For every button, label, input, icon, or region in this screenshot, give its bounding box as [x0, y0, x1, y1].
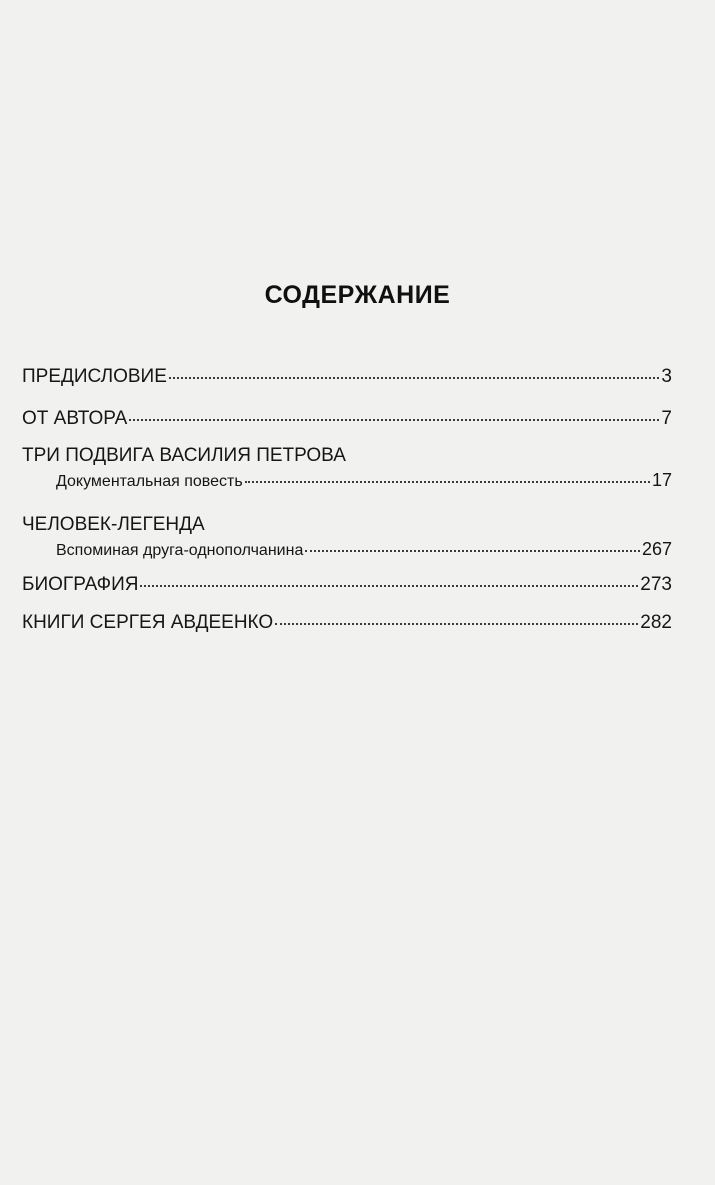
toc-page-number: 17 — [651, 470, 672, 490]
toc-section-label: ЧЕЛОВЕК-ЛЕГЕНДА — [22, 514, 205, 535]
leader-dots — [140, 581, 638, 587]
leader-dots — [275, 619, 638, 625]
toc-entry-biography — [22, 574, 672, 596]
leader-dots — [305, 546, 640, 552]
toc-section-label: ТРИ ПОДВИГА ВАСИЛИЯ ПЕТРОВА — [22, 445, 346, 466]
toc-page-number: 267 — [641, 539, 672, 559]
toc-page-number: 282 — [640, 612, 672, 633]
toc-entry-label: ПРЕДИСЛОВИЕ — [22, 366, 167, 387]
toc-entry-three-feats — [22, 470, 672, 491]
toc-page-number: 3 — [661, 366, 672, 387]
toc-entry-preface — [22, 366, 672, 388]
toc-page-number: 7 — [661, 408, 672, 429]
toc-section-heading-legend — [22, 514, 672, 536]
toc-entry-from-author — [22, 408, 672, 430]
toc-section-heading-three-feats — [22, 445, 672, 467]
toc-entry-subtitle: Документальная повесть — [56, 473, 243, 490]
leader-dots — [129, 415, 659, 421]
toc-entry-subtitle: Вспоминая друга-однополчанина — [56, 542, 304, 559]
leader-dots — [245, 477, 650, 483]
toc-entry-legend — [22, 539, 672, 560]
toc-entry-label: КНИГИ СЕРГЕЯ АВДЕЕНКО — [22, 612, 274, 633]
toc-entry-books — [22, 612, 672, 634]
toc-title: СОДЕРЖАНИЕ — [264, 281, 451, 309]
toc-entry-label: БИОГРАФИЯ — [22, 574, 139, 595]
toc-entry-label: ОТ АВТОРА — [22, 408, 128, 429]
toc-page-number: 273 — [640, 574, 672, 595]
leader-dots — [169, 373, 660, 379]
